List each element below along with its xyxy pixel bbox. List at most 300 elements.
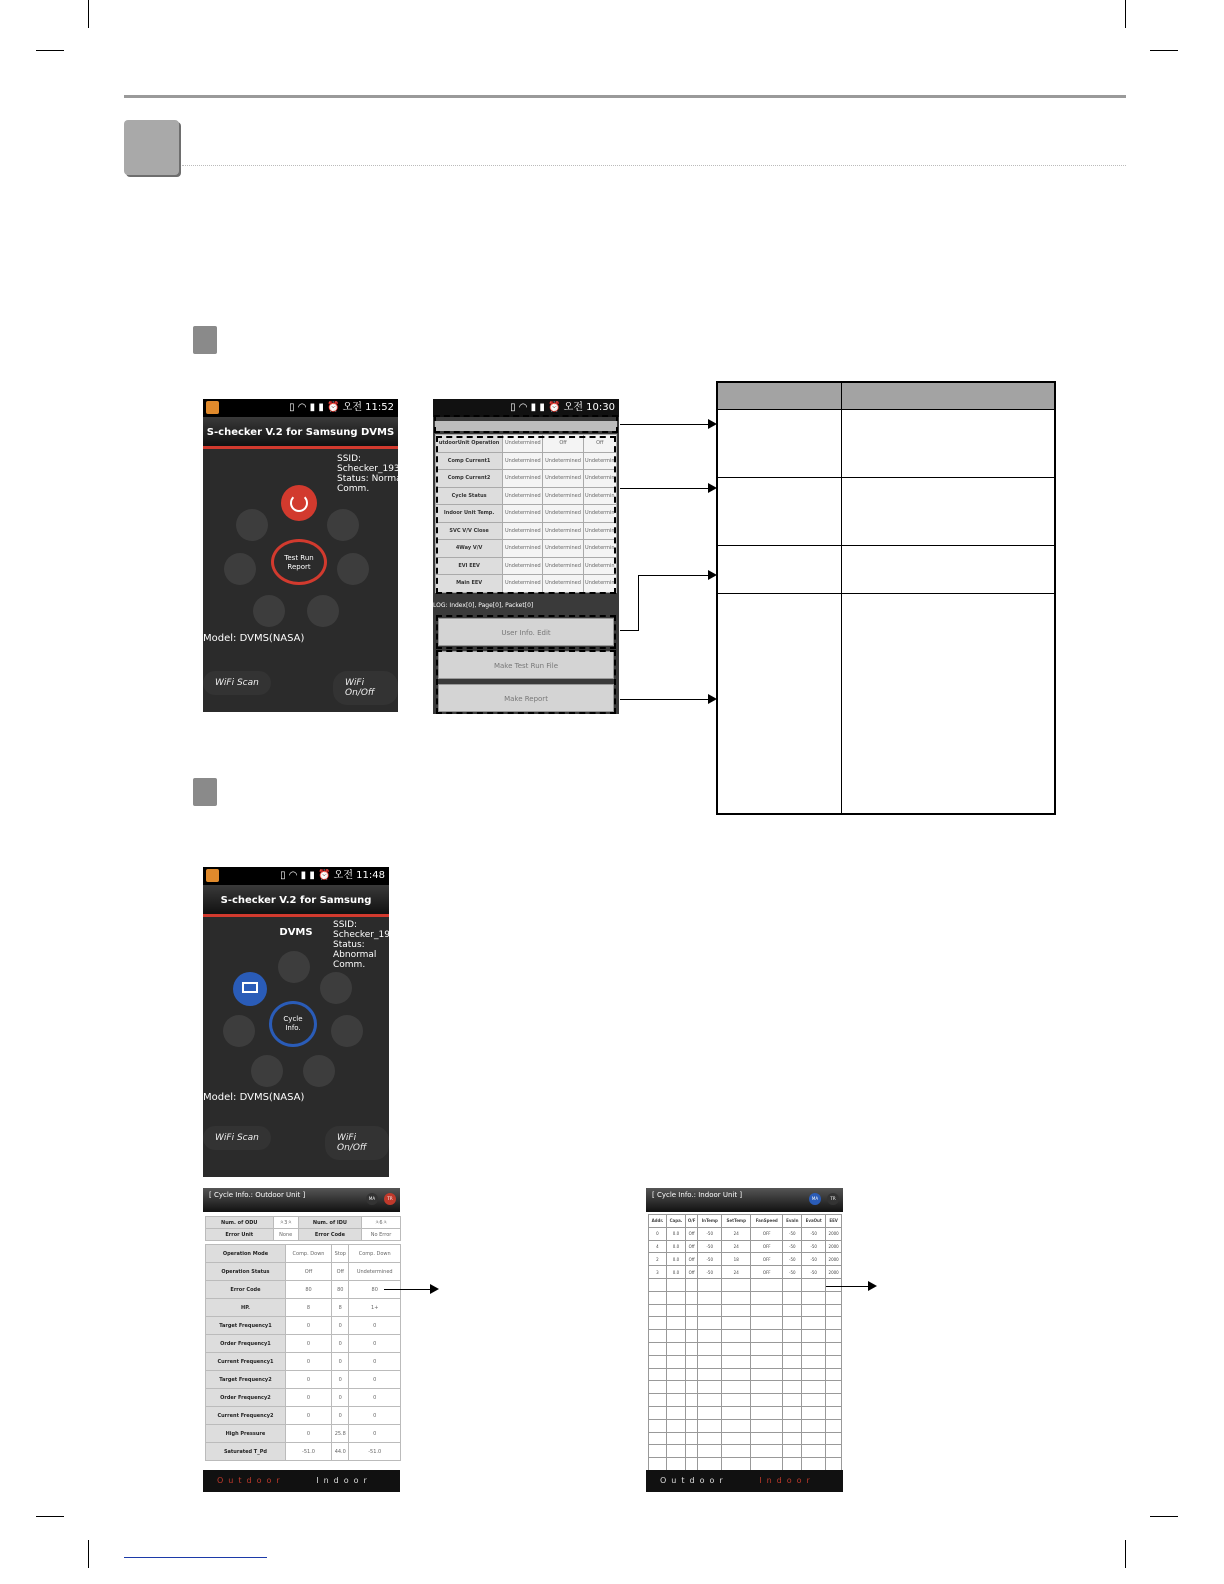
toggle-icon[interactable] [331, 1015, 363, 1047]
tab-outdoor[interactable]: Outdoor [217, 1476, 285, 1485]
empty-cell [722, 1445, 751, 1458]
table-cell: Comp Current1 [436, 452, 503, 470]
empty-cell [802, 1381, 826, 1394]
table-row [206, 1425, 401, 1443]
table-cell: 0 [285, 1425, 331, 1443]
table-cell: No Error [362, 1229, 401, 1241]
table-row [649, 1240, 842, 1253]
table-cell: 2000 [826, 1240, 842, 1253]
empty-cell [686, 1278, 698, 1291]
empty-cell [783, 1342, 802, 1355]
empty-cell [722, 1330, 751, 1343]
wifi-scan-button[interactable]: WiFi Scan [203, 671, 271, 695]
table-cell: Undetermin [583, 575, 616, 593]
tr-tag[interactable]: TR [827, 1193, 839, 1205]
arrow [620, 424, 708, 425]
empty-cell [802, 1355, 826, 1368]
empty-cell [649, 1381, 667, 1394]
make-report-button[interactable]: Make Report [438, 684, 614, 712]
table-cell: -50 [783, 1240, 802, 1253]
wifi-scan-button[interactable]: WiFi Scan [203, 1126, 271, 1150]
table-cell: SetTemp [722, 1215, 751, 1228]
table-cell: 1+ [349, 1299, 401, 1317]
table-cell: OFF [751, 1227, 783, 1240]
table-cell: 0 [285, 1407, 331, 1425]
model-label: Model: DVMS(NASA) [203, 633, 305, 644]
empty-cell [666, 1381, 685, 1394]
table-cell: OFF [751, 1240, 783, 1253]
table-cell: Current Frequency2 [206, 1407, 286, 1425]
table-cell: Undetermined [349, 1263, 401, 1281]
empty-cell [686, 1317, 698, 1330]
table-cell: Off [686, 1266, 698, 1279]
empty-cell [802, 1458, 826, 1471]
table-cell: Undetermin [583, 452, 616, 470]
document-icon[interactable] [224, 553, 256, 585]
empty-cell [826, 1291, 842, 1304]
empty-cell [802, 1432, 826, 1445]
ring-label: Cycle Info. [283, 1015, 303, 1032]
info-line: Abnormal [333, 950, 377, 960]
empty-cell [666, 1342, 685, 1355]
table-cell: -50 [783, 1227, 802, 1240]
empty-cell [666, 1419, 685, 1432]
empty-cell [686, 1394, 698, 1407]
empty-cell [751, 1445, 783, 1458]
crop-mark [88, 1540, 89, 1568]
table-cell: 0 [285, 1371, 331, 1389]
empty-cell [722, 1355, 751, 1368]
app-icon [206, 869, 219, 882]
empty-cell [802, 1445, 826, 1458]
empty-cell [783, 1381, 802, 1394]
table-cell: Off [686, 1227, 698, 1240]
table-cell: Order Frequency1 [206, 1335, 286, 1353]
empty-cell [826, 1355, 842, 1368]
table-cell: Undetermined [543, 470, 583, 488]
empty-cell [722, 1406, 751, 1419]
crop-mark [36, 1516, 64, 1517]
table-cell: -50 [802, 1266, 826, 1279]
fan-icon[interactable] [320, 972, 352, 1004]
empty-cell [666, 1445, 685, 1458]
ma-tag[interactable]: MA [809, 1193, 821, 1205]
indoor-unit-screen [646, 1188, 843, 1492]
empty-cell [783, 1445, 802, 1458]
empty-row [649, 1291, 842, 1304]
table-cell: Operation Mode [206, 1245, 286, 1263]
table-cell: Cycle Status [436, 487, 503, 505]
empty-cell [686, 1342, 698, 1355]
refresh-icon[interactable] [278, 951, 310, 983]
crop-mark [1150, 1516, 1178, 1517]
table-cell: 24 [722, 1240, 751, 1253]
arrow [638, 575, 708, 576]
empty-cell [751, 1419, 783, 1432]
table-cell: EVI EEV [436, 557, 503, 575]
empty-cell [666, 1278, 685, 1291]
table-cell: Current Frequency1 [206, 1353, 286, 1371]
empty-cell [802, 1368, 826, 1381]
table-cell: 4 [649, 1240, 667, 1253]
table-cell: Undetermined [503, 470, 543, 488]
table-cell: 24 [722, 1266, 751, 1279]
empty-cell [649, 1317, 667, 1330]
crop-mark [36, 50, 64, 51]
empty-cell [686, 1458, 698, 1471]
empty-cell [698, 1432, 722, 1445]
table-cell: Undetermined [503, 575, 543, 593]
table-cell: 0 [349, 1371, 401, 1389]
table-cell [842, 546, 1055, 594]
table-cell: Undetermin [583, 487, 616, 505]
chapter-box [124, 120, 179, 175]
empty-row [649, 1317, 842, 1330]
empty-cell [802, 1406, 826, 1419]
table-cell: 80 [285, 1281, 331, 1299]
empty-cell [783, 1304, 802, 1317]
section-marker [193, 326, 217, 354]
empty-cell [698, 1406, 722, 1419]
empty-row [649, 1394, 842, 1407]
empty-cell [666, 1355, 685, 1368]
empty-cell [686, 1432, 698, 1445]
empty-cell [686, 1330, 698, 1343]
empty-cell [722, 1458, 751, 1471]
table-row [206, 1353, 401, 1371]
empty-cell [802, 1342, 826, 1355]
fan-icon[interactable] [327, 509, 359, 541]
table-cell: EEV [826, 1215, 842, 1228]
empty-row [649, 1419, 842, 1432]
info-line: Status: Normal [337, 474, 405, 484]
table-cell: 24 [722, 1227, 751, 1240]
refresh-icon[interactable] [281, 485, 317, 521]
ma-tag[interactable]: MA [366, 1193, 378, 1205]
empty-cell [826, 1419, 842, 1432]
empty-cell [649, 1368, 667, 1381]
table-row [206, 1407, 401, 1425]
table-cell: 0 [349, 1335, 401, 1353]
outdoor-summary-table [205, 1216, 401, 1241]
monitor-icon[interactable] [236, 509, 268, 541]
table-cell: SVC V/V Close [436, 522, 503, 540]
table-cell: Operation Status [206, 1263, 286, 1281]
table-cell: -50 [698, 1227, 722, 1240]
empty-cell [751, 1406, 783, 1419]
arrow [620, 699, 708, 700]
monitor-icon[interactable] [233, 972, 267, 1006]
tab-indoor[interactable]: Indoor [316, 1476, 372, 1485]
empty-cell [722, 1368, 751, 1381]
table-cell: 0 [285, 1353, 331, 1371]
table-row [206, 1299, 401, 1317]
arrow [826, 1286, 870, 1287]
empty-cell [826, 1342, 842, 1355]
empty-cell [783, 1419, 802, 1432]
empty-row [649, 1278, 842, 1291]
empty-row [649, 1304, 842, 1317]
empty-cell [649, 1291, 667, 1304]
outdoor-unit-screen [203, 1188, 400, 1492]
empty-cell [666, 1458, 685, 1471]
empty-cell [751, 1342, 783, 1355]
table-cell [718, 594, 842, 814]
empty-cell [722, 1381, 751, 1394]
table-cell [718, 478, 842, 546]
table-cell: Off [583, 435, 616, 453]
table-row [206, 1317, 401, 1335]
empty-cell [802, 1278, 826, 1291]
empty-row [649, 1406, 842, 1419]
table-cell: High Pressure [206, 1425, 286, 1443]
table-cell: 44.0 [332, 1443, 349, 1461]
empty-cell [649, 1304, 667, 1317]
table-cell: Error Code [298, 1229, 361, 1241]
table-cell: 2 [649, 1253, 667, 1266]
table-cell: Off [686, 1253, 698, 1266]
empty-cell [722, 1317, 751, 1330]
table-cell: None [273, 1229, 298, 1241]
table-cell: ㅊ6ㅊ [362, 1217, 401, 1229]
app-title: S-checker V.2 for Samsung DVMS [203, 885, 389, 917]
phone-screen-cycle-info [203, 867, 413, 1177]
table-cell: -50 [698, 1266, 722, 1279]
table-cell: 0 [285, 1317, 331, 1335]
table-cell: Saturated T_Pd [206, 1443, 286, 1461]
info-line: SSID: [333, 920, 358, 930]
table-cell: 0 [285, 1389, 331, 1407]
table-cell: Undetermin [583, 505, 616, 523]
empty-cell [686, 1291, 698, 1304]
empty-cell [649, 1432, 667, 1445]
table-cell: 0 [285, 1335, 331, 1353]
info-line: Comm. [333, 960, 366, 970]
user-info-edit-button[interactable]: User Info. Edit [438, 618, 614, 646]
table-cell: Comp. Down [285, 1245, 331, 1263]
arrow-head [430, 1284, 439, 1294]
table-cell: Undetermin [583, 540, 616, 558]
table-cell: -50 [783, 1266, 802, 1279]
empty-cell [649, 1406, 667, 1419]
empty-cell [826, 1445, 842, 1458]
table-cell: Undetermined [543, 487, 583, 505]
empty-cell [649, 1342, 667, 1355]
empty-cell [826, 1381, 842, 1394]
empty-row [649, 1368, 842, 1381]
table-cell: 0.0 [666, 1240, 685, 1253]
empty-cell [802, 1394, 826, 1407]
log-text: LOG: Index[0], Page[0], Packet[0] [433, 602, 534, 609]
dotted-rule [182, 165, 1126, 166]
connection-info [333, 920, 412, 970]
table-cell: FanSpeed [751, 1215, 783, 1228]
tab-bar [646, 1470, 843, 1492]
empty-cell [649, 1458, 667, 1471]
table-cell: O/F [686, 1215, 698, 1228]
empty-cell [666, 1304, 685, 1317]
table-cell: Num. of IDU [298, 1217, 361, 1229]
table-header-cell [718, 383, 842, 410]
table-cell: 0 [649, 1227, 667, 1240]
table-cell: Undetermin [583, 470, 616, 488]
table-cell: 0 [349, 1353, 401, 1371]
empty-cell [751, 1355, 783, 1368]
indoor-table [648, 1214, 842, 1471]
header-rule [124, 95, 1126, 98]
empty-cell [722, 1419, 751, 1432]
power-icon[interactable] [307, 595, 339, 627]
table-cell: 0 [332, 1353, 349, 1371]
shield-icon[interactable] [251, 1055, 283, 1087]
table-cell: 0.0 [666, 1266, 685, 1279]
tab-outdoor[interactable]: Outdoor [660, 1476, 728, 1485]
table-row [649, 1227, 842, 1240]
table-cell: 8 [285, 1299, 331, 1317]
table-cell: -51.0 [285, 1443, 331, 1461]
empty-cell [802, 1317, 826, 1330]
empty-cell [686, 1381, 698, 1394]
table-cell: 80 [332, 1281, 349, 1299]
table-row [206, 1263, 401, 1281]
table-cell: 0 [332, 1389, 349, 1407]
tab-bar [203, 1470, 400, 1492]
status-time: 오전 10:30 [563, 402, 615, 413]
empty-cell [722, 1432, 751, 1445]
empty-cell [751, 1317, 783, 1330]
table-cell: 18 [722, 1253, 751, 1266]
empty-cell [751, 1291, 783, 1304]
empty-cell [698, 1291, 722, 1304]
empty-row [649, 1342, 842, 1355]
shield-icon[interactable] [253, 595, 285, 627]
table-cell: Undetermined [543, 540, 583, 558]
document-icon[interactable] [223, 1015, 255, 1047]
empty-cell [783, 1355, 802, 1368]
empty-cell [802, 1419, 826, 1432]
empty-cell [783, 1278, 802, 1291]
empty-cell [698, 1317, 722, 1330]
table-cell: Stop [332, 1245, 349, 1263]
table-cell: Undetermined [503, 487, 543, 505]
table-cell: Undetermin [583, 522, 616, 540]
table-cell: OFF [751, 1266, 783, 1279]
table-cell [718, 546, 842, 594]
table-cell: Off [686, 1240, 698, 1253]
table-cell: 8 [332, 1299, 349, 1317]
empty-cell [649, 1445, 667, 1458]
empty-cell [722, 1291, 751, 1304]
empty-cell [686, 1304, 698, 1317]
empty-cell [802, 1291, 826, 1304]
wifi-onoff-button[interactable]: WiFi On/Off [333, 671, 398, 705]
table-cell: EvaIn [783, 1215, 802, 1228]
table-cell: Order Frequency2 [206, 1389, 286, 1407]
callout-box [436, 615, 616, 649]
toggle-icon[interactable] [337, 553, 369, 585]
empty-cell [666, 1330, 685, 1343]
empty-cell [649, 1419, 667, 1432]
table-cell: 2000 [826, 1253, 842, 1266]
crop-mark [1125, 0, 1126, 28]
empty-cell [698, 1394, 722, 1407]
table-row [206, 1245, 401, 1263]
model-label: Model: DVMS(NASA) [203, 1092, 305, 1103]
empty-row [649, 1355, 842, 1368]
make-test-run-file-button[interactable]: Make Test Run File [438, 651, 614, 679]
empty-row [649, 1381, 842, 1394]
empty-cell [698, 1419, 722, 1432]
power-icon[interactable] [303, 1055, 335, 1087]
tab-indoor[interactable]: Indoor [759, 1476, 815, 1485]
table-cell: Error Code [206, 1281, 286, 1299]
table-cell: 2000 [826, 1227, 842, 1240]
tr-tag[interactable]: TR [384, 1193, 396, 1205]
table-cell [718, 410, 842, 478]
callout-box [436, 650, 616, 714]
table-cell: Undetermined [503, 452, 543, 470]
empty-cell [686, 1419, 698, 1432]
status-bar: ▯ ◠ ▮ ▮ ⏰ 오전 11:48 [203, 867, 389, 885]
table-cell: Off [543, 435, 583, 453]
table-cell: 0 [332, 1317, 349, 1335]
empty-cell [698, 1330, 722, 1343]
empty-cell [751, 1330, 783, 1343]
table-cell: -50 [698, 1240, 722, 1253]
phone-screen-test-run [203, 399, 417, 712]
table-cell: Error Unit [206, 1229, 274, 1241]
table-cell: Main EEV [436, 575, 503, 593]
empty-cell [826, 1317, 842, 1330]
empty-cell [826, 1432, 842, 1445]
wifi-onoff-button[interactable]: WiFi On/Off [325, 1126, 389, 1160]
empty-row [649, 1432, 842, 1445]
table-cell: -50 [802, 1253, 826, 1266]
empty-cell [783, 1368, 802, 1381]
table-cell: Indoor Unit Temp. [436, 505, 503, 523]
description-table [716, 381, 1056, 815]
empty-cell [686, 1355, 698, 1368]
empty-cell [666, 1291, 685, 1304]
outdoor-detail-table [205, 1244, 401, 1461]
empty-cell [666, 1406, 685, 1419]
table-cell: 0 [349, 1317, 401, 1335]
ring-label: Test Run Report [284, 554, 314, 571]
status-bar: ▯ ◠ ▮ ▮ ⏰ 오전 11:52 [203, 399, 398, 417]
info-line: Schecker_1936c5 [333, 930, 413, 940]
table-cell: -50 [783, 1253, 802, 1266]
table-cell: 0.0 [666, 1253, 685, 1266]
table-cell: Num. of ODU [206, 1217, 274, 1229]
callout-box [436, 436, 616, 594]
table-cell: Undetermined [543, 522, 583, 540]
table-cell: Undetermined [503, 505, 543, 523]
table-cell: Addr. [649, 1215, 667, 1228]
empty-cell [783, 1406, 802, 1419]
empty-cell [649, 1278, 667, 1291]
empty-cell [666, 1317, 685, 1330]
table-cell: 4Way V/V [436, 540, 503, 558]
table-cell: OFF [751, 1253, 783, 1266]
table-cell: -50 [698, 1253, 722, 1266]
empty-cell [686, 1406, 698, 1419]
table-cell: 0 [349, 1407, 401, 1425]
indoor-title: [ Cycle Info.: Indoor Unit ] [646, 1188, 843, 1212]
empty-cell [751, 1432, 783, 1445]
table-cell: ㅊ3ㅊ [273, 1217, 298, 1229]
crop-mark [1125, 1540, 1126, 1568]
table-row [206, 1389, 401, 1407]
